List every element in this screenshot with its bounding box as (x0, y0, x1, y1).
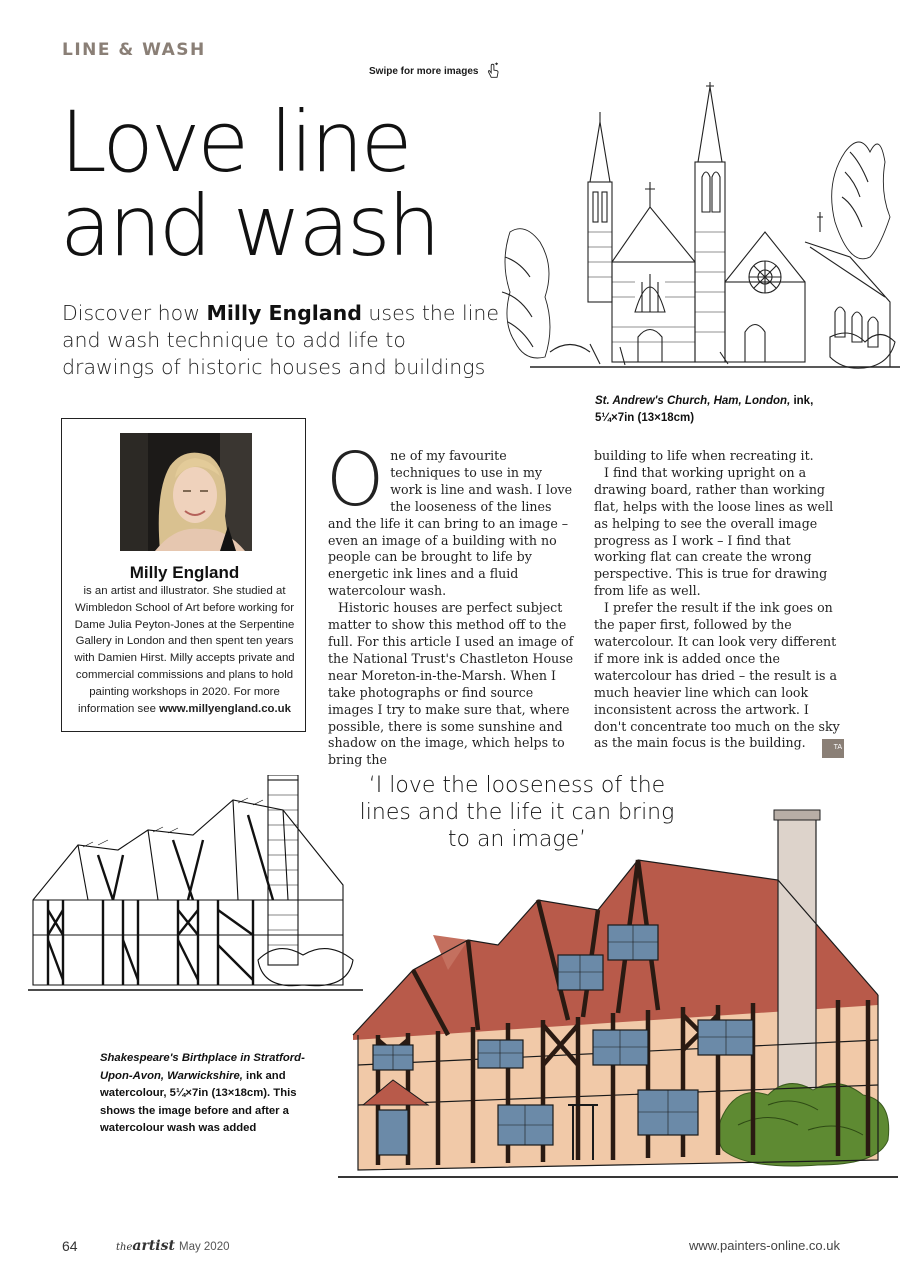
article-column-2 (594, 448, 844, 758)
church-caption-medium: ink, (790, 395, 814, 407)
article-paragraph (594, 600, 844, 752)
end-mark: TA (822, 739, 844, 758)
author-bio-box (61, 418, 306, 732)
birthplace-ink-sketch (28, 775, 363, 1005)
title-line-1: Love line (60, 93, 410, 191)
author-bio-body: is an artist and illustrator. She studied at Wimbledon School of Art before working for Dame Julia Peyton-Jones at the Serpentine Gallery in London and then spent ten years with Damien Hirst. Milly accepts private and commercial commissions and plans to hold painting workshops in 2020. For more information see (74, 585, 295, 715)
article-paragraph-text: ne of my favourite techniques to use in my work is line and wash. I love the looseness of the lines and the life it can bring to an image – even an image of a building with no people can be brought to life by energetic ink lines and a fluid watercolour wash. (328, 448, 573, 599)
standfirst-rest: uses the line and wash technique to add life to drawings of historic houses and buildings (62, 301, 500, 379)
author-website-link[interactable]: www.millyengland.co.uk (159, 702, 291, 715)
birthplace-caption-rest: ink and watercolour, 5¼×7in (13×18cm). This shows the image before and after a watercolour wash was added (100, 1069, 297, 1134)
church-drawing (490, 82, 900, 387)
page-number: 64 (62, 1238, 78, 1254)
church-caption-size: 5¼×7in (13×18cm) (595, 412, 695, 424)
birthplace-caption-title: Shakespeare's Birthplace in Stratford-Upon-Avon, Warwickshire, (100, 1052, 305, 1082)
birthplace-watercolour (338, 805, 898, 1195)
standfirst (62, 300, 502, 381)
swipe-hint-label: Swipe for more images (369, 65, 479, 77)
page-title (60, 93, 438, 275)
church-caption-title: St. Andrew's Church, Ham, London, (595, 395, 791, 407)
standfirst-intro: Discover how (62, 301, 207, 325)
swipe-hint[interactable] (369, 62, 502, 80)
article-paragraph: I find that working upright on a drawing board, rather than working flat, helps with the loose lines as well as helping to see the overall image progress as I work – I find that working flat can create the wrong perspective. This is true for drawing from life as well. (594, 464, 834, 599)
page-footer (62, 1238, 840, 1258)
author-bio-text (70, 583, 299, 717)
article-paragraph (326, 437, 578, 600)
magazine-masthead (116, 1238, 230, 1254)
article-paragraph: Historic houses are perfect subject matter to show this method off to the full. For this article I used an image of the National Trust's Chastleton House near Moreton-in-the-Marsh. When I take photographs or find source images I try to make sure that, where possible, there is some sunshine and shadow on the image, which helps to bring the (328, 600, 574, 768)
standfirst-author: Milly England (206, 301, 362, 325)
swipe-hand-icon (484, 62, 502, 80)
article-paragraph: building to life when recreating it. (594, 448, 814, 463)
masthead-artist: artist (132, 1238, 175, 1254)
birthplace-caption (100, 1050, 330, 1138)
title-line-2: and wash (60, 177, 438, 275)
drop-cap: O (326, 437, 385, 523)
article-column-1 (326, 437, 578, 769)
pull-quote: ‘I love the looseness of the lines and the life it can bring to an image’ (359, 773, 675, 852)
church-caption (595, 393, 813, 427)
author-portrait (120, 433, 252, 551)
author-name: Milly England (129, 563, 240, 582)
section-label: LINE & WASH (62, 40, 206, 60)
issue-date: May 2020 (178, 1241, 230, 1253)
masthead-the: the (116, 1242, 133, 1253)
footer-website-link[interactable]: www.painters-online.co.uk (688, 1238, 840, 1253)
article-paragraph-text: I prefer the result if the ink goes on the paper first, followed by the watercolour. It can look very different if more ink is added once the watercolour has dried – the result is a much heavier line which can look inconsistent across the artwork. I don't concentrate too much on the sky as the main focus is the building. (594, 600, 840, 751)
